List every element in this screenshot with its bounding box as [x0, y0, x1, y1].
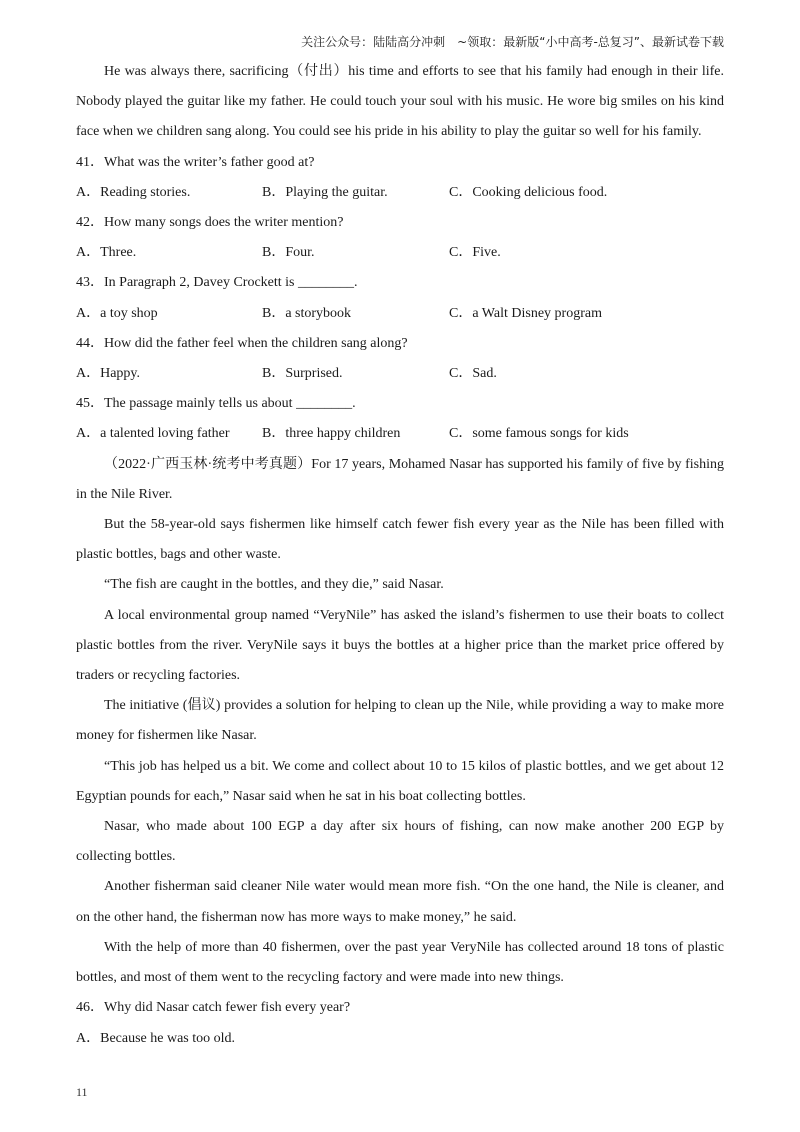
paragraph: “The fish are caught in the bottles, and they die,” said Nasar.	[104, 577, 444, 593]
page-number: 11	[76, 1085, 88, 1099]
paragraph: But the 58-year-old says fishermen like himself catch fewer fish every year as the Nile has been filled with plastic bottles, bags and other waste.	[76, 517, 724, 563]
option-a: A．Three.	[76, 245, 137, 261]
option-c: C．some famous songs for kids	[449, 426, 629, 442]
options-43	[76, 299, 724, 329]
paragraph: He was always there, sacrificing（付出）his time and efforts to see that his family had enough in their life. Nobody played the guitar like my father. He could touch your soul with his music. He wore big smiles on his kind face when we children sang along. You could see his pride in his ability to play the guitar so well for his family.	[76, 64, 724, 140]
option-b: B．a storybook	[262, 305, 352, 321]
option-a: A．Happy.	[76, 366, 141, 382]
option-b: B．Four.	[262, 245, 315, 261]
option-a: A．a toy shop	[76, 305, 158, 321]
option-b: B．Surprised.	[262, 366, 343, 382]
page-header: 关注公众号：陆陆高分冲刺 ~领取：最新版“小中高考-总复习”、最新试卷下载	[301, 35, 724, 49]
question-41: 41．What was the writer’s father good at?	[76, 154, 315, 170]
option-c: C．Five.	[449, 245, 501, 261]
paragraph: A local environmental group named “VeryNile” has asked the island’s fishermen to use their boats to collect plastic bottles from the river. VeryNile says it buys the bottles at a higher price than the market price offered by traders or recycling factories.	[76, 607, 724, 684]
question-44: 44．How did the father feel when the children sang along?	[76, 335, 408, 351]
options-42	[76, 238, 724, 268]
paragraph: Another fisherman said cleaner Nile water would mean more fish. “On the one hand, the Nile is cleaner, and on the other hand, the fisherman now has more ways to make money,” he said.	[76, 879, 724, 925]
paragraph: With the help of more than 40 fishermen, over the past year VeryNile has collected around 18 tons of plastic bottles, and most of them went to the recycling factory and were made into new things.	[76, 939, 724, 986]
option-b: B．Playing the guitar.	[262, 184, 388, 200]
question-45: 45．The passage mainly tells us about ________.	[76, 396, 356, 412]
option-c: C．Cooking delicious food.	[449, 184, 608, 200]
options-45	[76, 419, 724, 449]
paragraph: （2022·广西玉林·统考中考真题）For 17 years, Mohamed Nasar has supported his family of five by fishing in the Nile River.	[76, 456, 724, 502]
option-a: A．a talented loving father	[76, 426, 230, 442]
document-body	[76, 57, 724, 1054]
question-46: 46．Why did Nasar catch fewer fish every year?	[76, 1000, 351, 1016]
option-b: B．three happy children	[262, 426, 401, 442]
paragraph: “This job has helped us a bit. We come and collect about 10 to 15 kilos of plastic bottles, and we get about 12 Egyptian pounds for each,” Nasar said when he sat in his boat collecting bottles.	[76, 758, 724, 804]
question-42: 42．How many songs does the writer mention?	[76, 215, 344, 231]
paragraph: Nasar, who made about 100 EGP a day after six hours of fishing, can now make another 200 EGP by collecting bottles.	[76, 819, 724, 865]
question-43: 43．In Paragraph 2, Davey Crockett is ________.	[76, 275, 358, 291]
options-41	[76, 178, 724, 208]
options-44	[76, 359, 724, 389]
paragraph: The initiative (倡议) provides a solution for helping to clean up the Nile, while providing a way to make more money for fishermen like Nasar.	[76, 698, 724, 744]
option-a: A．Reading stories.	[76, 184, 191, 200]
option-c: C．Sad.	[449, 366, 497, 382]
option-c: C．a Walt Disney program	[449, 305, 602, 321]
option-a: A．Because he was too old.	[76, 1030, 236, 1046]
